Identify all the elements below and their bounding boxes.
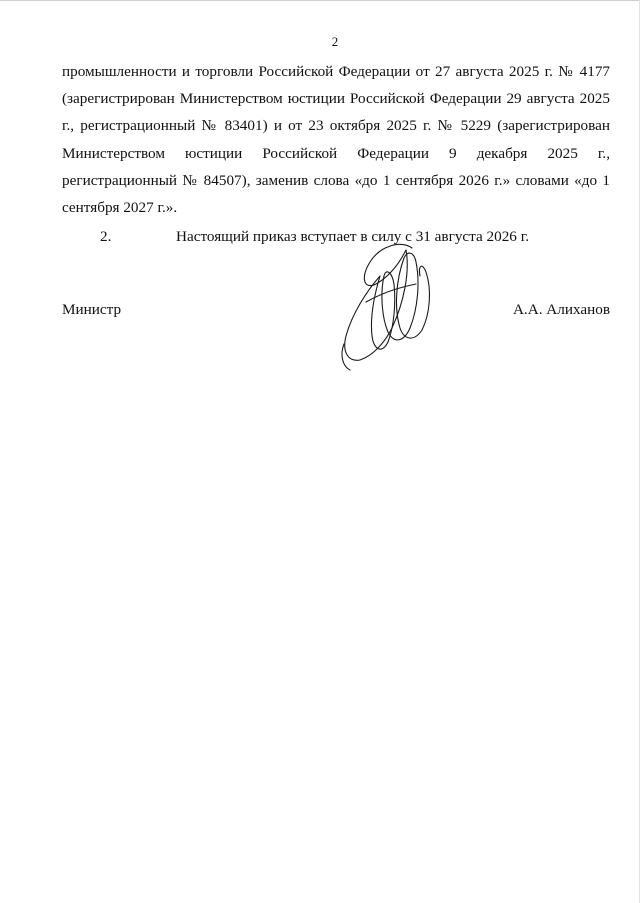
document-body (62, 58, 610, 250)
page-top-edge (0, 0, 640, 1)
signatory-name: А.А. Алиханов (512, 301, 610, 318)
handwritten-signature (330, 232, 440, 372)
paragraph-1: промышленности и торговли Российской Федерации от 27 августа 2025 г. № 4177 (зарегистрирован Министерством юстиции Российской Федерации 29 августа 2025 г., регистрационный № 83401) и от 23 октября 2025 г. № 5229 (зарегистрирован Министерством юстиции Российской Федерации 9 декабря 2025 г., регистрационный № 84507), заменив слова «до 1 сентября 2026 г.» словами «до 1 сентября 2027 г.». (62, 63, 610, 217)
page-number: 2 (331, 34, 339, 49)
signatory-title: Министр (62, 301, 122, 318)
paragraph-2-number: 2. (100, 228, 112, 246)
paragraph-2-text: Настоящий приказ вступает в силу с 31 августа 2026 г. (176, 228, 530, 246)
